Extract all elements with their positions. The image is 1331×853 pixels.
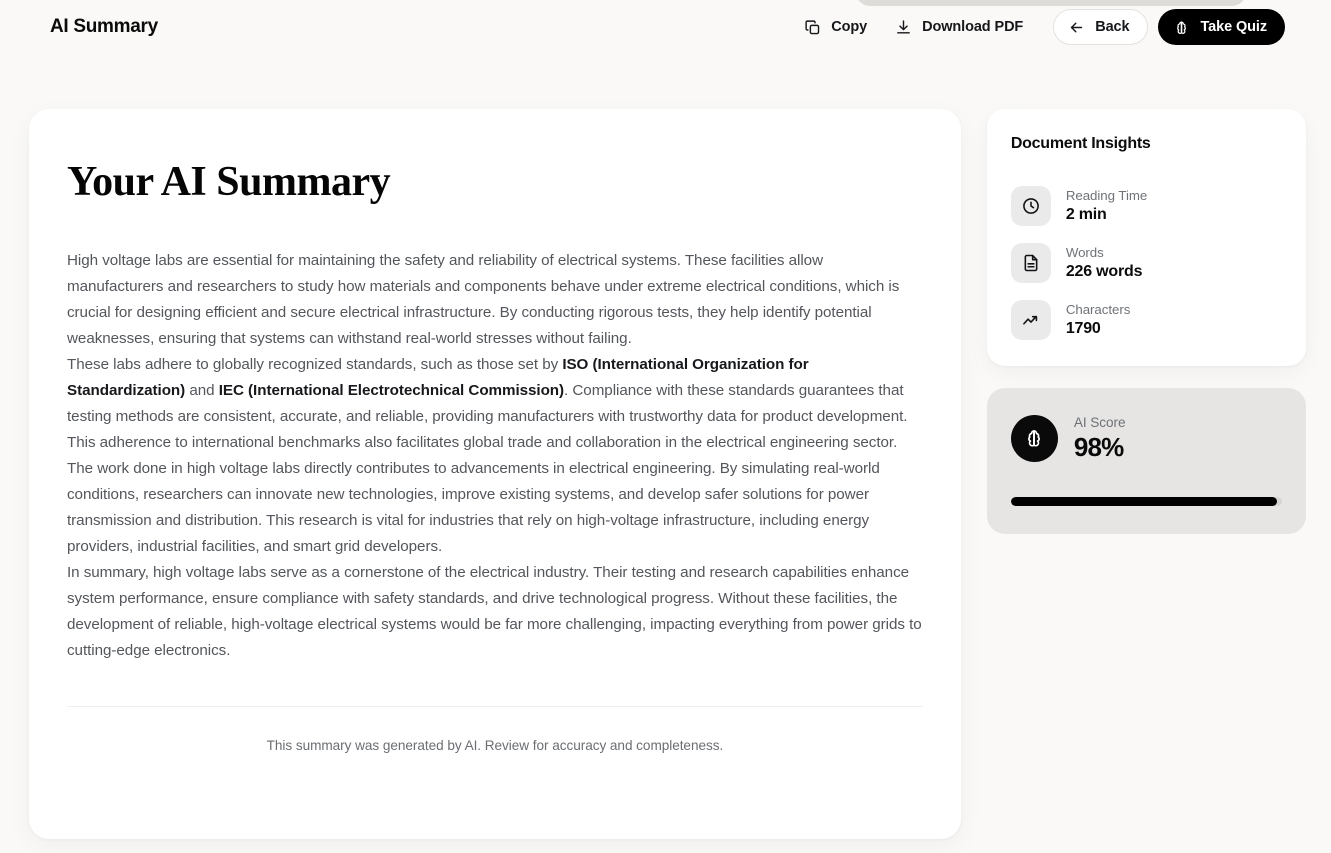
copy-button[interactable] <box>790 10 881 44</box>
ai-score-header <box>1011 414 1282 462</box>
copy-label: Copy <box>831 19 868 35</box>
body-text: These labs adhere to globally recognized standards, such as those set by <box>67 356 563 373</box>
arrow-left-icon <box>1068 19 1085 36</box>
ai-disclaimer: This summary was generated by AI. Review for accuracy and completeness. <box>266 738 724 753</box>
insight-label: Reading Time <box>1065 188 1148 203</box>
summary-title: Your AI Summary <box>67 159 391 205</box>
summary-body <box>67 248 923 664</box>
ai-score-card <box>987 388 1306 534</box>
take-quiz-button[interactable] <box>1158 9 1285 45</box>
body-text: . Compliance with these standards guarantees that testing methods are consistent, accurate, and reliable, providing manufacturers with trustworthy data for product development. This adherence to international benchmarks also facilitates global trade and collaboration in the electrical engineering sector. <box>67 382 908 451</box>
ai-score-progress-track <box>1011 497 1282 506</box>
right-rail <box>987 109 1306 534</box>
copy-icon <box>804 19 821 36</box>
emphasis-text: ISO (International Organization for Standardization) <box>67 356 809 399</box>
ai-score-value: 98% <box>1073 432 1124 462</box>
trending-up-icon <box>1011 300 1051 340</box>
insight-value: 226 words <box>1065 263 1143 280</box>
body-text: In summary, high voltage labs serve as a cornerstone of the electrical industry. Their testing and research capabilities enhance system performance, ensure compliance with safety standards, and drive technological progress. Without these facilities, the development of reliable, high-voltage electrical systems would be far more challenging, impacting everything from power grids to cutting-edge electronics. <box>67 564 922 659</box>
body-text: High voltage labs are essential for maintaining the safety and reliability of electrical systems. These facilities allow manufacturers and researchers to study how materials and components behave under extreme electrical conditions, which is crucial for designing efficient and secure electrical infrastructure. By conducting rigorous tests, they help identify potential weaknesses, ensuring that systems can withstand real-world stresses without failing. <box>67 252 900 347</box>
ai-score-progress-fill <box>1011 497 1277 506</box>
insight-row-words <box>1011 243 1282 283</box>
brain-icon <box>1011 415 1058 462</box>
summary-card <box>29 109 961 839</box>
summary-paragraph <box>67 560 923 664</box>
clock-icon <box>1011 186 1051 226</box>
header-actions <box>790 9 1285 45</box>
summary-paragraph <box>67 248 923 352</box>
insight-label: Characters <box>1065 302 1131 317</box>
insight-row-reading-time <box>1011 186 1282 226</box>
insight-label: Words <box>1065 245 1104 260</box>
take-quiz-label: Take Quiz <box>1200 19 1267 35</box>
document-icon <box>1011 243 1051 283</box>
brain-icon <box>1173 19 1190 36</box>
summary-paragraph <box>67 352 923 456</box>
body-text: and <box>185 382 219 399</box>
divider <box>67 706 923 707</box>
page-title: AI Summary <box>50 16 158 37</box>
insight-row-characters <box>1011 300 1282 340</box>
summary-paragraph <box>67 456 923 560</box>
emphasis-text: IEC (International Electrotechnical Commission) <box>218 382 565 399</box>
ai-score-label: AI Score <box>1073 415 1126 430</box>
document-insights-title: Document Insights <box>1010 135 1151 152</box>
back-label: Back <box>1095 19 1130 35</box>
top-bar <box>0 0 1331 54</box>
document-insights-card <box>987 109 1306 366</box>
body-text: The work done in high voltage labs directly contributes to advancements in electrical engineering. By simulating real-world conditions, researchers can innovate new technologies, improve existing systems, and develop safer solutions for power transmission and distribution. This research is vital for industries that rely on high-voltage infrastructure, including energy providers, industrial facilities, and smart grid developers. <box>67 460 880 555</box>
back-button[interactable] <box>1053 9 1148 45</box>
main-content <box>0 54 1331 853</box>
download-pdf-button[interactable] <box>881 10 1037 44</box>
insights-list <box>1011 186 1282 340</box>
download-icon <box>895 19 912 36</box>
download-pdf-label: Download PDF <box>922 19 1024 35</box>
insight-value: 2 min <box>1065 206 1107 223</box>
insight-value: 1790 <box>1065 320 1101 337</box>
